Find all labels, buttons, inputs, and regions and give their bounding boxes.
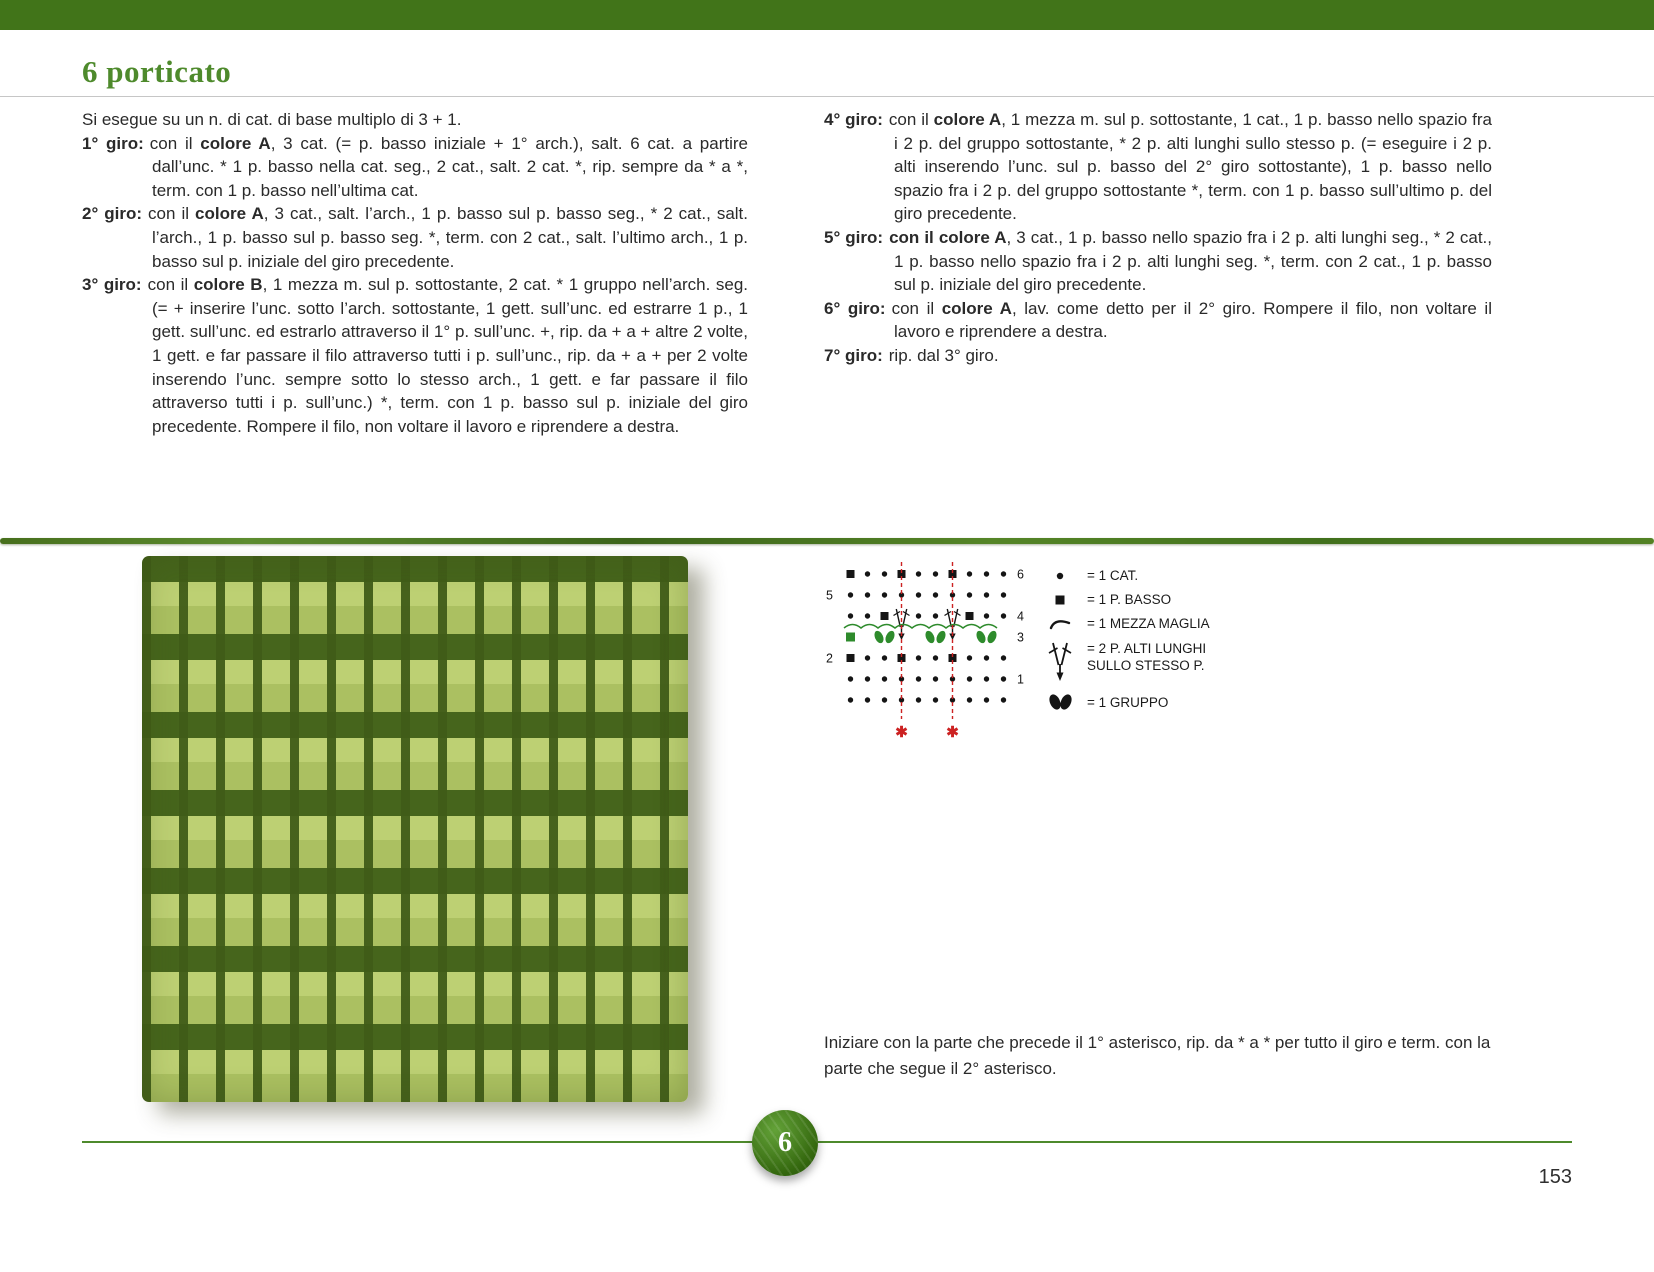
giro-paragraph-5 (824, 226, 1492, 297)
yarn-strand-divider (0, 538, 1654, 544)
svg-text:6: 6 (1017, 567, 1024, 582)
legend-label: = 1 CAT. (1087, 568, 1139, 583)
giro-text: con il colore A, 3 cat., 1 p. basso nello spazio fra i 2 p. alti lunghi seg., * 2 cat., 1 p. basso nello spazio fra i 2 p. alti lunghi seg. *, term. con 2 cat., 1 p. basso sul p. iniziale del giro precedente. (889, 227, 1492, 295)
chart-legend (1042, 568, 1210, 713)
slip-stitch-curve-icon (1042, 617, 1078, 631)
svg-text:2: 2 (826, 651, 833, 666)
giro-text: con il colore A, 3 cat., salt. l’arch., 1 p. basso sul p. basso seg., * 2 cat., salt. l’arch., 1 p. basso sul p. basso seg. *, term. con 2 cat., salt. l’ultimo arch., 1 p. basso sul p. iniziale del giro precedente. (148, 204, 748, 271)
svg-text:4: 4 (1017, 609, 1024, 624)
giro-label: 6° giro: (824, 298, 886, 318)
legend-row-gruppo (1042, 691, 1210, 713)
giro-paragraph-4 (824, 108, 1492, 226)
giro-label: 7° giro: (824, 345, 883, 365)
footer-rule (82, 1141, 1572, 1143)
svg-text:✱: ✱ (895, 724, 908, 741)
note-text: Iniziare con la parte che precede il 1° asterisco, rip. da * a * per tutto il giro e term. con la parte che segue il 2° asterisco. (824, 1033, 1491, 1078)
legend-row-p-basso (1042, 592, 1210, 607)
giro-paragraph-7 (824, 344, 1492, 368)
giro-text: con il colore A, 3 cat. (= p. basso iniziale + 1° arch.), salt. 6 cat. a partire dall’unc. * 1 p. basso nella cat. seg., 2 cat., salt. 2 cat. *, rip. sempre da * a *, term. con 1 p. basso nell’ultima cat. (149, 133, 748, 200)
ball-number: 6 (778, 1127, 792, 1158)
giro-text: con il colore A, lav. come detto per il 2° giro. Rompere il filo, non voltare il lavoro e riprendere a destra. (891, 298, 1492, 342)
legend-label: = 1 MEZZA MAGLIA (1087, 616, 1210, 631)
legend-row-p-alti-lunghi (1042, 640, 1210, 682)
crochet-chart (818, 558, 1032, 763)
legend-label (1087, 640, 1206, 674)
legend-label: = 1 GRUPPO (1087, 694, 1169, 710)
giro-text: con il colore B, 1 mezza m. sul p. sottostante, 2 cat. * 1 gruppo nell’arch. seg. (= + inserire l’unc. sotto l’arch. sottostante, 1 gett. sull’unc. ed estrarre 1 p., 1 gett. sull’unc. ed estrarlo attraverso il 1° p. sull’unc. +, rip. da + a + altre 2 volte, 1 gett. e far passare il filo attraverso tutti i p. sull’unc., rip. da + a + per 2 volte inserendo l’unc. sempre sotto lo stesso arch., 1 gett. e far passare il filo attraverso tutti i p. sull’unc.) *, term. con 1 p. basso sul p. iniziale del giro precedente. Rompere il filo, non voltare il lavoro e riprendere a destra. (147, 275, 748, 436)
giro-paragraph-2 (82, 202, 748, 273)
title-rule (0, 96, 1654, 97)
crochet-chart-svg (818, 558, 1032, 758)
yarn-ball-icon (752, 1110, 818, 1176)
giro-paragraph-3 (82, 273, 748, 438)
svg-text:5: 5 (826, 588, 833, 603)
giro-text: rip. dal 3° giro. (888, 345, 999, 365)
svg-text:1: 1 (1017, 672, 1024, 687)
legend-label-line2: SULLO STESSO P. (1087, 658, 1205, 673)
legend-row-cat (1042, 568, 1210, 583)
legend-label-line1: = 2 P. ALTI LUNGHI (1087, 641, 1207, 656)
right-column (824, 108, 1492, 368)
legend-label: = 1 P. BASSO (1087, 592, 1172, 607)
svg-text:3: 3 (1017, 630, 1024, 645)
single-crochet-square-icon (1042, 594, 1078, 606)
chain-dot-icon (1042, 570, 1078, 582)
long-double-crochet-icon (1042, 640, 1078, 682)
page-title: 6 porticato (82, 54, 232, 89)
giro-label: 3° giro: (82, 275, 142, 295)
page-number: 153 (1538, 1166, 1572, 1188)
giro-label: 1° giro: (82, 133, 144, 153)
giro-label: 5° giro: (824, 227, 884, 247)
cluster-group-icon (1042, 691, 1078, 713)
giro-text: con il colore A, 1 mezza m. sul p. sottostante, 1 cat., 1 p. basso nello spazio fra i 2 p. del gruppo sottostante, * 2 p. alti lunghi sullo stesso p. (= eseguire i 2 p. alti inserendo l’unc. sul p. basso del 2° giro sottostante), 1 p. basso nello spazio fra i 2 p. del gruppo sottostante *, term. con 1 p. basso sull’ultimo p. del giro precedente. (888, 110, 1492, 224)
top-bar (0, 0, 1654, 30)
crochet-swatch-photo (142, 556, 688, 1102)
legend-row-mezza-maglia (1042, 616, 1210, 631)
giro-paragraph-1 (82, 132, 748, 203)
giro-paragraph-6 (824, 297, 1492, 344)
left-column (82, 108, 748, 438)
intro-text: Si esegue su un n. di cat. di base multiplo di 3 + 1. (82, 110, 462, 129)
giro-label: 2° giro: (82, 204, 143, 224)
giro-label: 4° giro: (824, 110, 883, 129)
svg-text:✱: ✱ (946, 724, 959, 741)
